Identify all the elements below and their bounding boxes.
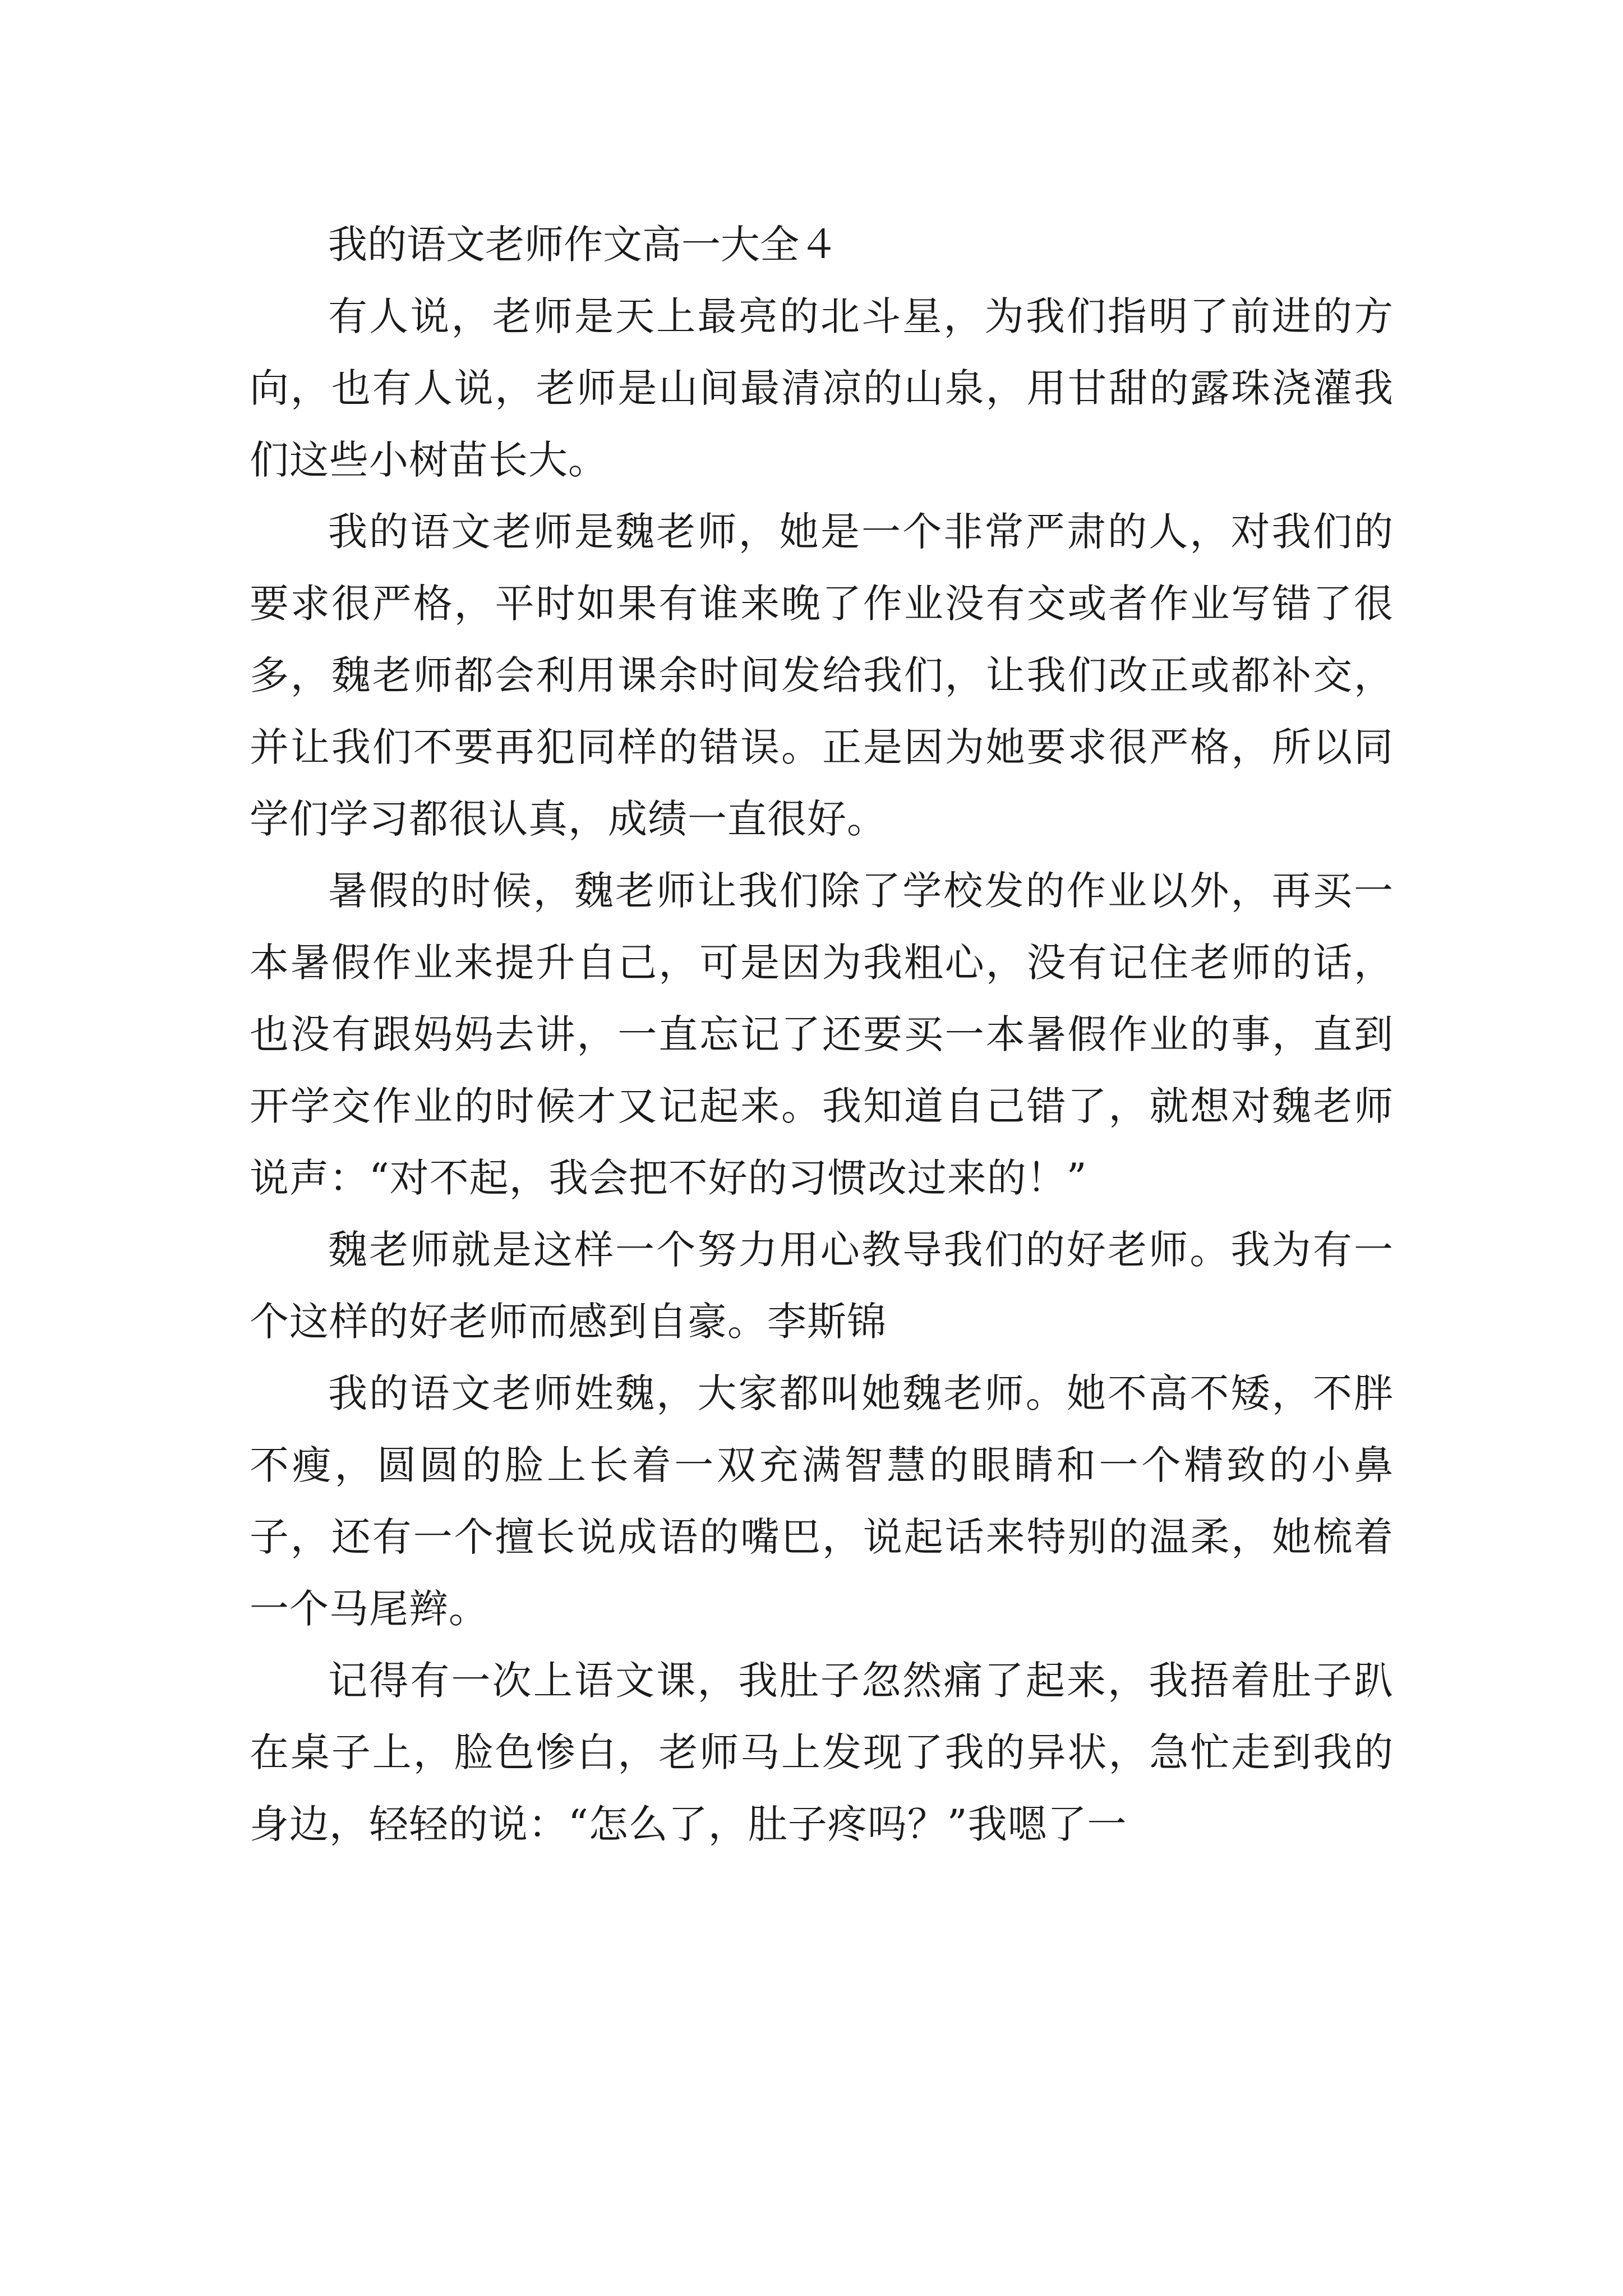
paragraph: 记得有一次上语文课，我肚子忽然痛了起来，我捂着肚子趴在桌子上，脸色惨白，老师马上发现了我的异状，急忙走到我的身边，轻轻的说：“怎么了，肚子疼吗？”我嗯了一 <box>250 1658 1394 1847</box>
paragraph: 我的语文老师姓魏，大家都叫她魏老师。她不高不矮，不胖不瘦，圆圆的脸上长着一双充满智慧的眼睛和一个精致的小鼻子，还有一个擅长说成语的嘴巴，说起话来特别的温柔，她梳着一个马尾辫。 <box>250 1370 1394 1632</box>
paragraph: 我的语文老师是魏老师，她是一个非常严肃的人，对我们的要求很严格，平时如果有谁来晚了作业没有交或者作业写错了很多，魏老师都会利用课余时间发给我们，让我们改正或都补交，并让我们不要再犯同样的错误。正是因为她要求很严格，所以同学们学习都很认真，成绩一直很好。 <box>250 509 1394 842</box>
paragraph: 有人说，老师是天上最亮的北斗星，为我们指明了前进的方向，也有人说，老师是山间最清凉的山泉，用甘甜的露珠浇灌我们这些小树苗长大。 <box>250 293 1394 483</box>
paragraph: 魏老师就是这样一个努力用心教导我们的好老师。我为有一个这样的好老师而感到自豪。李斯锦 <box>250 1227 1394 1345</box>
document-title: 我的语文老师作文高一大全４ <box>328 222 838 268</box>
document-body <box>250 209 1394 1860</box>
paragraph: 暑假的时候，魏老师让我们除了学校发的作业以外，再买一本暑假作业来提升自己，可是因为我粗心，没有记住老师的话，也没有跟妈妈去讲，一直忘记了还要买一本暑假作业的事，直到开学交作业的时候才又记起来。我知道自己错了，就想对魏老师说声：“对不起，我会把不好的习惯改过来的！” <box>250 868 1394 1201</box>
